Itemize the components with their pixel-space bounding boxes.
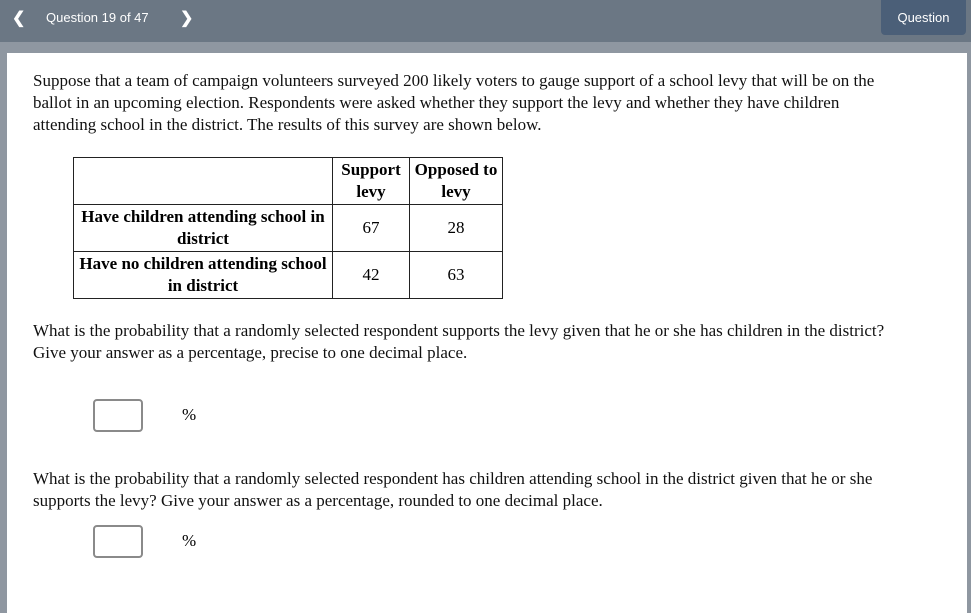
row-header: Have no children attending school in district bbox=[74, 252, 333, 299]
question-button[interactable]: Question bbox=[881, 0, 966, 35]
top-bar bbox=[0, 0, 971, 42]
percent-unit: % bbox=[182, 405, 197, 424]
intro-text: Suppose that a team of campaign volunteers surveyed 200 likely voters to gauge support of a school levy that will be on the ballot in an upcoming election. Respondents were asked whether they support the levy and whether they have children attending school in the district. The results of this survey are shown below. bbox=[33, 71, 875, 134]
row-header: Have children attending school in district bbox=[74, 205, 333, 252]
empty-header-cell bbox=[74, 158, 333, 205]
question-counter: Question 19 of 47 bbox=[46, 10, 149, 25]
chevron-left-icon[interactable]: ❮ bbox=[12, 10, 26, 27]
question-2-text: What is the probability that a randomly selected respondent has children attending school in the district given that he or she supports the levy? Give your answer as a percentage, rounded to one decimal place. bbox=[33, 469, 873, 510]
question-panel bbox=[7, 53, 967, 613]
table-cell: 63 bbox=[410, 252, 503, 299]
table-cell: 67 bbox=[333, 205, 410, 252]
column-header: Support levy bbox=[333, 158, 410, 205]
column-header: Opposed to levy bbox=[410, 158, 503, 205]
table-cell: 42 bbox=[333, 252, 410, 299]
survey-table bbox=[73, 157, 503, 299]
answer-1-input[interactable] bbox=[93, 399, 143, 432]
chevron-right-icon[interactable]: ❯ bbox=[180, 10, 194, 27]
answer-2-input[interactable] bbox=[93, 525, 143, 558]
percent-unit: % bbox=[182, 531, 197, 550]
question-1-text: What is the probability that a randomly selected respondent supports the levy given that he or she has children in the district? Give your answer as a percentage, precise to one decimal place. bbox=[33, 321, 885, 362]
table-cell: 28 bbox=[410, 205, 503, 252]
